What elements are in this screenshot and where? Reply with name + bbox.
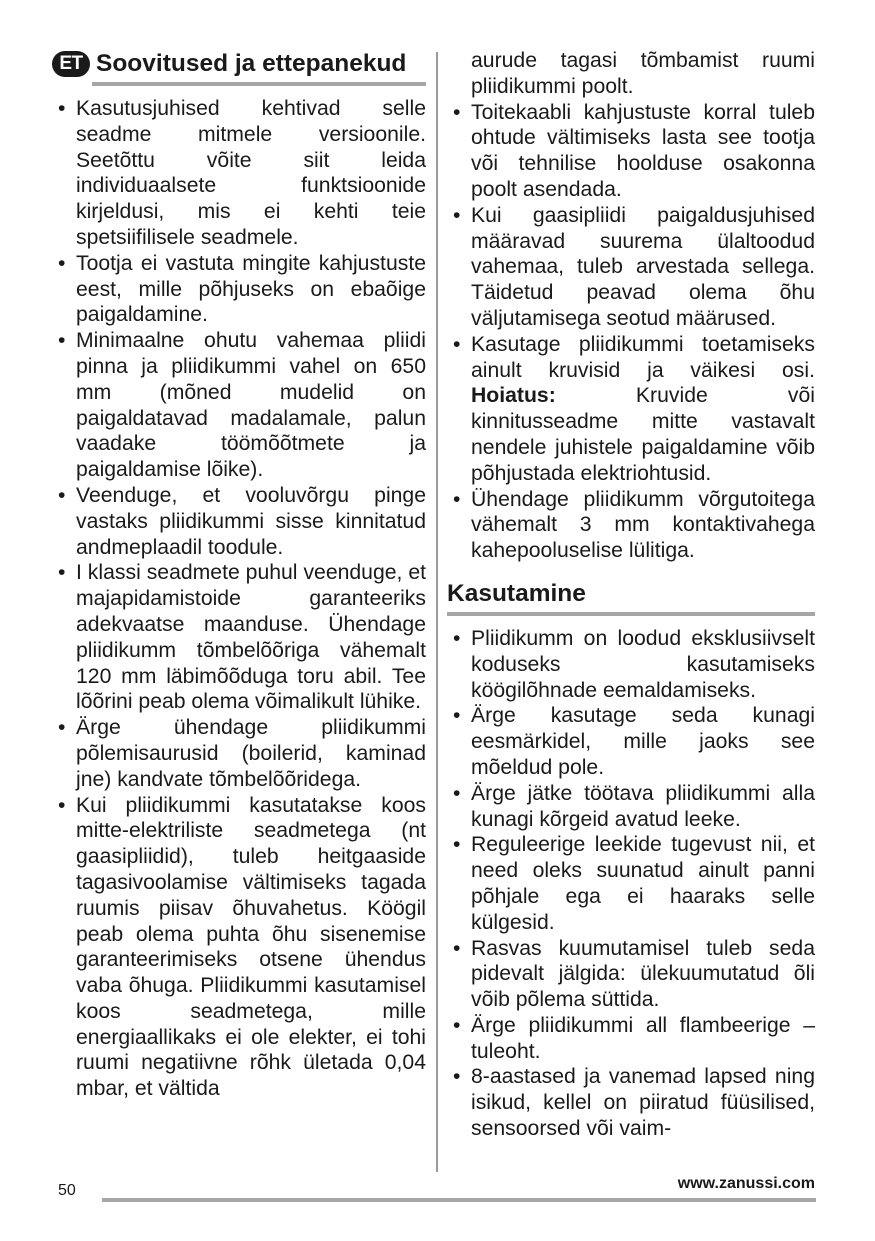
list-item: • Ärge jätke töötava pliidikummi alla kunagi kõrgeid avatud leeke. [447, 781, 815, 833]
list-item: • Rasvas kuumutamisel tuleb seda pidevalt jälgida: ülekuumutatud õli võib põlema süttida. [447, 936, 815, 1013]
list-item-continuation: aurude tagasi tõmbamist ruumi pliidikummi poolt. [471, 49, 815, 98]
page-title: Soovitused ja ettepanekud [96, 50, 407, 77]
list-item: • Ärge pliidikummi all flambeerige – tuleoht. [447, 1013, 815, 1065]
usage-list [447, 626, 815, 1142]
list-item: • 8-aastased ja vanemad lapsed ning isikud, kellel on piiratud füüsilised, sensoorsed või vaim- [447, 1064, 815, 1141]
list-item: • Reguleerige leekide tugevust nii, et need oleks suunatud ainult panni põhjale ega ei haaraks selle külgesid. [447, 832, 815, 935]
column-divider [436, 52, 438, 1172]
list-item: • Ühendage pliidikumm võrgutoitega vähemalt 3 mm kontaktivahega kahepooluselise lülitiga. [447, 487, 815, 564]
title-underline [92, 82, 426, 86]
warning-label: Hoiatus: [471, 384, 556, 408]
usage-section [447, 578, 815, 1142]
section-heading-recommendations [52, 48, 426, 86]
footer-rule [102, 1198, 816, 1202]
list-item: • Toitekaabli kahjustuste korral tuleb ohtude vältimiseks lasta see tootja või tehnilise hoolduse osakonna poolt asendada. [447, 100, 815, 203]
list-item: • Kasutusjuhised kehtivad selle seadme mitmele versioonile. Seetõttu võite siit leida individuaalsete funktsioonide kirjeldusi, mis ei kehti teie spetsiifilisele seadmele. [52, 96, 426, 251]
list-item: • Veenduge, et vooluvõrgu pinge vastaks pliidikummi sisse kinnitatud andmeplaadil toodule. [52, 483, 426, 560]
left-column [52, 48, 426, 1102]
page-number: 50 [58, 1182, 76, 1199]
list-item: • Tootja ei vastuta mingite kahjustuste eest, mille põhjuseks on ebaõige paigaldamine. [52, 251, 426, 328]
recommendations-list-continued [447, 48, 815, 564]
usage-title-underline [447, 612, 815, 616]
list-item: • Kui pliidikummi kasutatakse koos mitte-elektriliste seadmetega (nt gaasipliidid), tuleb heitgaaside tagasivoolamise vältimiseks tagada ruumis piisav õhuvahetus. Köögil peab olema puhta õhu sisenemise garanteerimiseks otsene ühendus vaba õhuga. Pliidikummi kasutamisel koos seadmetega, mille energiaallikaks ei ole elekter, ei tohi ruumi negatiivne rõhk ületada 0,04 mbar, et vältida [52, 793, 426, 1103]
screws-text: Kasutage pliidikummi toetamiseks ainult kruvisid ja väikesi osi. [471, 332, 815, 382]
warning-text: Kruvide või kinnitusseadme mitte vastavalt nendele juhistele paigaldamine võib põhjustada elektriohtusid. [471, 384, 816, 485]
list-item-screws [447, 332, 815, 487]
language-badge: ET [52, 51, 90, 77]
list-item: • Ärge ühendage pliidikummi põlemisaurusid (boilerid, kaminad jne) kandvate tõmbelõõridega. [52, 715, 426, 792]
list-item: • Pliidikumm on loodud eksklusiivselt koduseks kasutamiseks köögilõhnade eemaldamiseks. [447, 626, 815, 703]
website-url: www.zanussi.com [677, 1175, 815, 1192]
list-item: • I klassi seadmete puhul veenduge, et majapidamistoide garanteeriks adekvaatse maanduse. Ühendage pliidikumm tõmbelõõriga vähemalt 120 mm läbimõõduga toru abil. Tee lõõrini peab olema võimalikult lühike. [52, 560, 426, 715]
usage-title: Kasutamine [447, 579, 586, 607]
list-item: • Ärge kasutage seda kunagi eesmärkidel, mille jaoks see mõeldud pole. [447, 703, 815, 780]
list-item: • Kui gaasipliidi paigaldusjuhised määravad suurema ülaltoodud vahemaa, tuleb arvestada sellega. Täidetud peavad olema õhu väljutamisega seotud määrused. [447, 203, 815, 332]
right-column [447, 48, 815, 1142]
list-item: • Minimaalne ohutu vahemaa pliidi pinna ja pliidikummi vahel on 650 mm (mõned mudelid on paigaldatavad madalamale, palun vaadake töömõõtmete ja paigaldamise lõike). [52, 328, 426, 483]
recommendations-list [52, 96, 426, 1102]
